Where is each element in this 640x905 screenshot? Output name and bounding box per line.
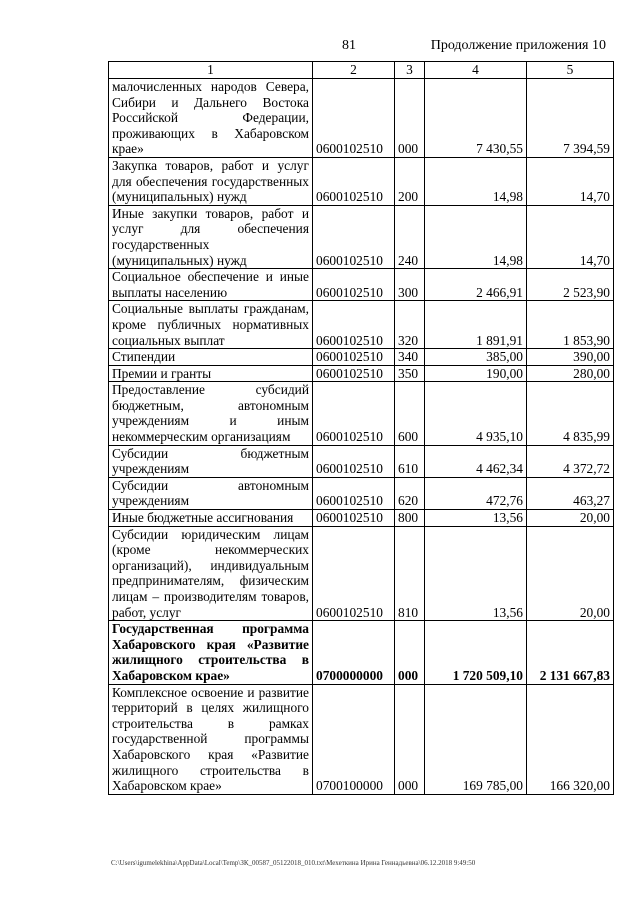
row-target-code: 0600102510 (313, 477, 395, 509)
row-expense-type: 000 (395, 79, 425, 158)
row-name: Предоставление субсидий бюджетным, автономным учреждениям и иным некоммерческим организациям (109, 382, 313, 445)
row-amount-2019: 472,76 (425, 477, 527, 509)
row-target-code: 0600102510 (313, 382, 395, 445)
row-target-code: 0600102510 (313, 205, 395, 268)
row-amount-2020: 2 131 667,83 (527, 621, 614, 684)
row-target-code: 0600102510 (313, 445, 395, 477)
table-row (109, 349, 614, 366)
row-name: Социальное обеспечение и иные выплаты населению (109, 269, 313, 301)
row-amount-2020: 166 320,00 (527, 684, 614, 794)
table-row (109, 79, 614, 158)
table-row (109, 684, 614, 794)
row-expense-type: 320 (395, 301, 425, 349)
row-amount-2020: 463,27 (527, 477, 614, 509)
row-expense-type: 600 (395, 382, 425, 445)
row-name: малочисленных народов Севера, Сибири и Дальнего Востока Российской Федерации, проживающих в Хабаровском крае» (109, 79, 313, 158)
row-target-code: 0600102510 (313, 349, 395, 366)
row-name: Государственная программа Хабаровского края «Развитие жилищного строительства в Хабаровском крае» (109, 621, 313, 684)
column-header: 5 (527, 62, 614, 79)
row-expense-type: 800 (395, 510, 425, 527)
row-name: Премии и гранты (109, 365, 313, 382)
row-amount-2019: 7 430,55 (425, 79, 527, 158)
page-header (0, 38, 640, 58)
row-name: Комплексное освоение и развитие территорий в целях жилищного строительства в рамках государственной программы Хабаровского края «Развитие жилищного строительства в Хабаровском крае» (109, 684, 313, 794)
row-expense-type: 350 (395, 365, 425, 382)
column-header: 2 (313, 62, 395, 79)
row-amount-2019: 14,98 (425, 205, 527, 268)
row-name: Социальные выплаты гражданам, кроме публичных нормативных социальных выплат (109, 301, 313, 349)
table-row (109, 621, 614, 684)
row-amount-2019: 13,56 (425, 510, 527, 527)
row-amount-2020: 14,70 (527, 157, 614, 205)
row-amount-2019: 14,98 (425, 157, 527, 205)
row-target-code: 0600102510 (313, 157, 395, 205)
column-header: 3 (395, 62, 425, 79)
row-name: Субсидии автономным учреждениям (109, 477, 313, 509)
appendix-continuation: Продолжение приложения 10 (430, 38, 606, 53)
row-name: Субсидии бюджетным учреждениям (109, 445, 313, 477)
row-expense-type: 620 (395, 477, 425, 509)
row-amount-2020: 1 853,90 (527, 301, 614, 349)
row-expense-type: 240 (395, 205, 425, 268)
row-target-code: 0700100000 (313, 684, 395, 794)
row-target-code: 0600102510 (313, 365, 395, 382)
row-amount-2020: 280,00 (527, 365, 614, 382)
row-amount-2019: 385,00 (425, 349, 527, 366)
table-row (109, 445, 614, 477)
row-expense-type: 810 (395, 526, 425, 621)
row-name: Иные закупки товаров, работ и услуг для обеспечения государственных (муниципальных) нужд (109, 205, 313, 268)
row-name: Закупка товаров, работ и услуг для обеспечения государственных (муниципальных) нужд (109, 157, 313, 205)
column-header: 4 (425, 62, 527, 79)
row-amount-2019: 190,00 (425, 365, 527, 382)
table-row (109, 477, 614, 509)
table-row (109, 157, 614, 205)
row-expense-type: 200 (395, 157, 425, 205)
row-amount-2019: 13,56 (425, 526, 527, 621)
row-amount-2019: 4 935,10 (425, 382, 527, 445)
row-amount-2019: 2 466,91 (425, 269, 527, 301)
budget-table (108, 61, 614, 795)
table-row (109, 269, 614, 301)
row-expense-type: 000 (395, 621, 425, 684)
table-row (109, 510, 614, 527)
table-row (109, 205, 614, 268)
row-expense-type: 300 (395, 269, 425, 301)
table-row (109, 526, 614, 621)
row-amount-2019: 169 785,00 (425, 684, 527, 794)
row-expense-type: 610 (395, 445, 425, 477)
row-expense-type: 000 (395, 684, 425, 794)
row-amount-2020: 390,00 (527, 349, 614, 366)
table-row (109, 301, 614, 349)
row-amount-2020: 7 394,59 (527, 79, 614, 158)
row-target-code: 0600102510 (313, 526, 395, 621)
row-amount-2020: 4 835,99 (527, 382, 614, 445)
row-target-code: 0700000000 (313, 621, 395, 684)
row-amount-2019: 1 891,91 (425, 301, 527, 349)
file-path-footer: C:\Users\igumelekhina\AppData\Local\Temp\ЗК_00587_05122018_010.txt\Мехеткина Ирина Геннадьевна\06.12.2018 9:49:50 (111, 859, 476, 867)
row-amount-2020: 4 372,72 (527, 445, 614, 477)
table-row (109, 382, 614, 445)
column-header: 1 (109, 62, 313, 79)
row-name: Субсидии юридическим лицам (кроме некоммерческих организаций), индивидуальным предпринимателям, физическим лицам – производителям товаров, работ, услуг (109, 526, 313, 621)
row-expense-type: 340 (395, 349, 425, 366)
row-amount-2020: 14,70 (527, 205, 614, 268)
row-target-code: 0600102510 (313, 301, 395, 349)
row-target-code: 0600102510 (313, 269, 395, 301)
row-target-code: 0600102510 (313, 510, 395, 527)
row-amount-2020: 2 523,90 (527, 269, 614, 301)
row-amount-2019: 4 462,34 (425, 445, 527, 477)
row-amount-2020: 20,00 (527, 526, 614, 621)
row-amount-2019: 1 720 509,10 (425, 621, 527, 684)
table-row (109, 365, 614, 382)
table-header-row (109, 62, 614, 79)
row-amount-2020: 20,00 (527, 510, 614, 527)
page-number: 81 (342, 38, 356, 53)
row-target-code: 0600102510 (313, 79, 395, 158)
row-name: Стипендии (109, 349, 313, 366)
row-name: Иные бюджетные ассигнования (109, 510, 313, 527)
